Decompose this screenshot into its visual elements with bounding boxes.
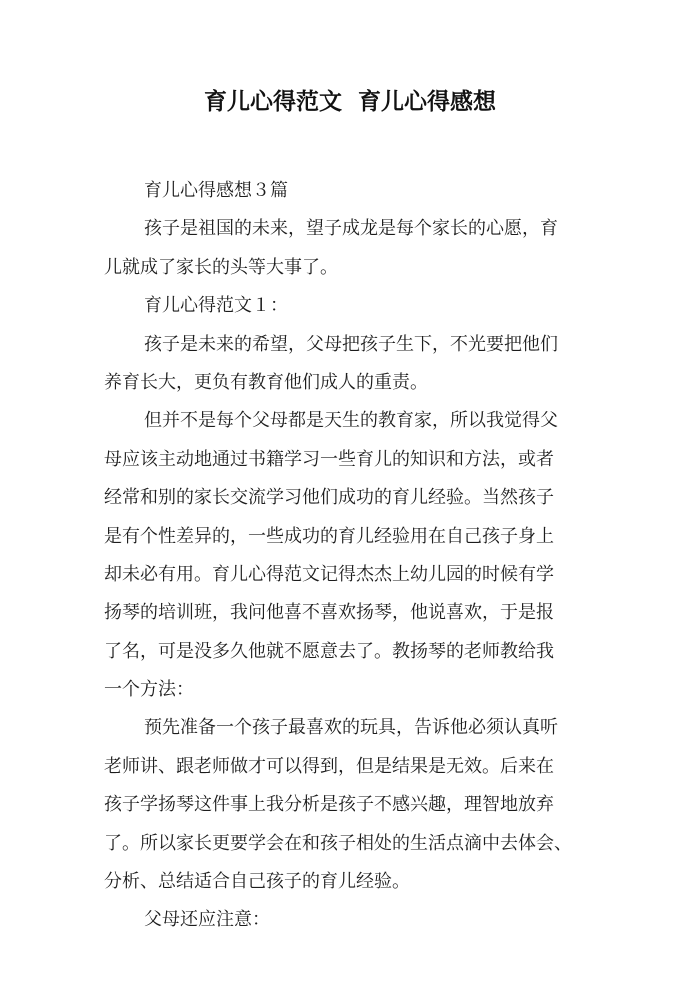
paragraph-line: 老师讲、跟老师做才可以得到，但是结果是无效。后来在 (104, 755, 554, 777)
paragraph-line: 了名，可是没多久他就不愿意去了。教扬琴的老师教给我 (104, 640, 554, 662)
paragraph-line: 了。所以家长更要学会在和孩子相处的生活点滴中去体会、 (104, 832, 572, 854)
paragraph-line: 儿就成了家长的头等大事了。 (104, 256, 338, 278)
paragraph-line: 是有个性差异的，一些成功的育儿经验用在自己孩子身上 (104, 525, 554, 547)
document-body (104, 172, 604, 940)
paragraph-line: 分析、总结适合自己孩子的育儿经验。 (104, 871, 410, 893)
paragraph-line: 养育长大，更负有教育他们成人的重责。 (104, 371, 428, 393)
section-heading: 育儿心得感想３篇 (144, 180, 288, 201)
section-heading: 父母还应注意： (144, 909, 270, 931)
paragraph-line: 但并不是每个父母都是天生的教育家，所以我觉得父 (144, 410, 558, 432)
paragraph-line: 孩子是祖国的未来，望子成龙是每个家长的心愿，育 (144, 218, 558, 240)
paragraph-line: 预先准备一个孩子最喜欢的玩具，告诉他必须认真听 (144, 717, 558, 739)
paragraph-line: 孩子学扬琴这件事上我分析是孩子不感兴趣，理智地放弃 (104, 794, 554, 816)
paragraph-line: 扬琴的培训班，我问他喜不喜欢扬琴，他说喜欢，于是报 (104, 602, 554, 624)
document-title: 育儿心得范文 育儿心得感想 (203, 89, 496, 115)
paragraph-line: 却未必有用。育儿心得范文记得杰杰上幼儿园的时候有学 (104, 563, 554, 585)
paragraph-line: 母应该主动地通过书籍学习一些育儿的知识和方法，或者 (104, 448, 554, 470)
paragraph-line: 孩子是未来的希望，父母把孩子生下，不光要把他们 (144, 333, 558, 355)
paragraph-line: 一个方法： (104, 679, 194, 701)
paragraph-line: 经常和别的家长交流学习他们成功的育儿经验。当然孩子 (104, 487, 554, 509)
section-heading: 育儿心得范文１： (144, 295, 288, 317)
